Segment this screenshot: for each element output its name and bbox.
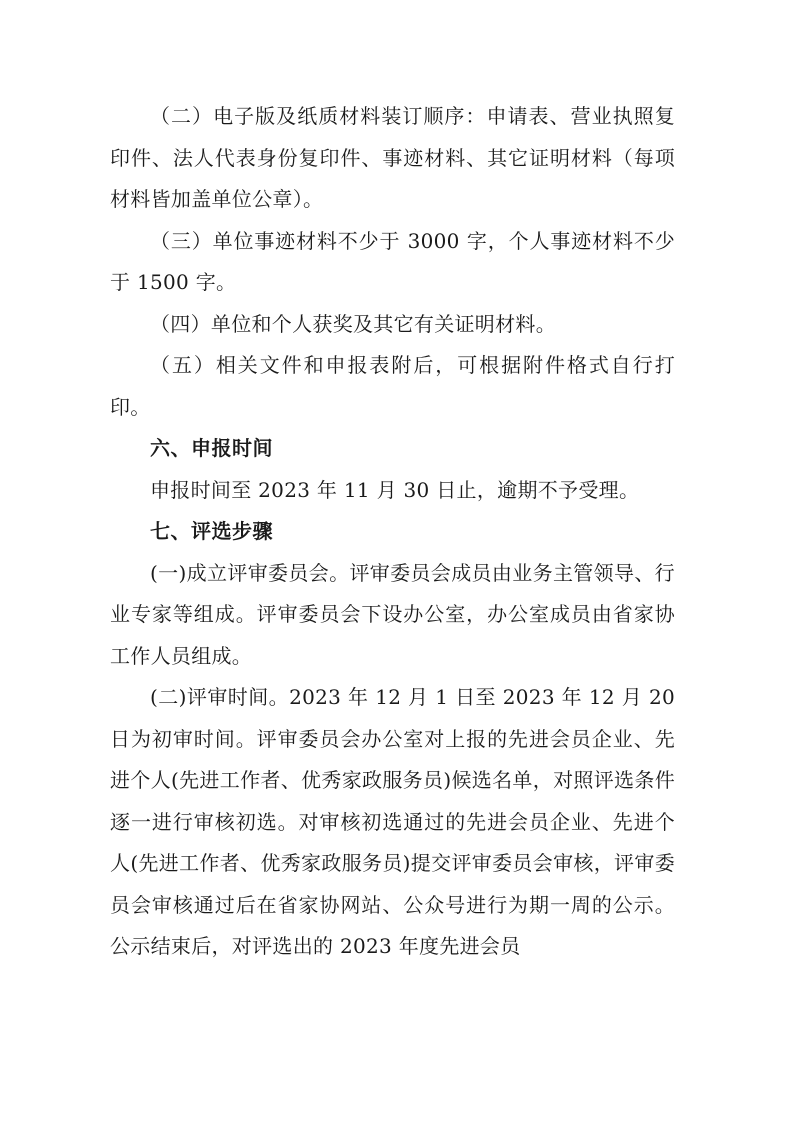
paragraph-word-count: （三）单位事迹材料不少于 3000 字，个人事迹材料不少于 1500 字。 <box>110 228 675 294</box>
paragraph-award-materials: （四）单位和个人获奖及其它有关证明材料。 <box>150 311 556 336</box>
paragraph-review-time: (二)评审时间。2023 年 12 月 1 日至 2023 年 12 月 20 日为初审时间。评审委员会办公室对上报的先进会员企业、先进个人(先进工作者、优秀家政服务员)候选名单，对照评选条件逐一进行审核初选。对审核初选通过的先进会员企业、先进个人(先进工作者、优秀家政服务员)提交评审委员会审核，评审委员会审核通过后在省家协网站、公众号进行为期一周的公示。公示结束后，对评选出的 2023 年度先进会员 <box>110 685 675 958</box>
paragraph-deadline: 申报时间至 2023 年 11 月 30 日止，逾期不予受理。 <box>150 477 640 502</box>
paragraph-attachments: （五）相关文件和申报表附后，可根据附件格式自行打印。 <box>110 353 675 419</box>
paragraph-binding-order: （二）电子版及纸质材料装订顺序：申请表、营业执照复印件、法人代表身份复印件、事迹材料、其它证明材料（每项材料皆加盖单位公章）。 <box>110 104 675 211</box>
heading-selection-steps: 七、评选步骤 <box>150 519 273 543</box>
document-body <box>110 96 675 968</box>
heading-application-time: 六、申报时间 <box>150 436 273 460</box>
paragraph-committee: (一)成立评审委员会。评审委员会成员由业务主管领导、行业专家等组成。评审委员会下设办公室，办公室成员由省家协工作人员组成。 <box>110 560 675 668</box>
